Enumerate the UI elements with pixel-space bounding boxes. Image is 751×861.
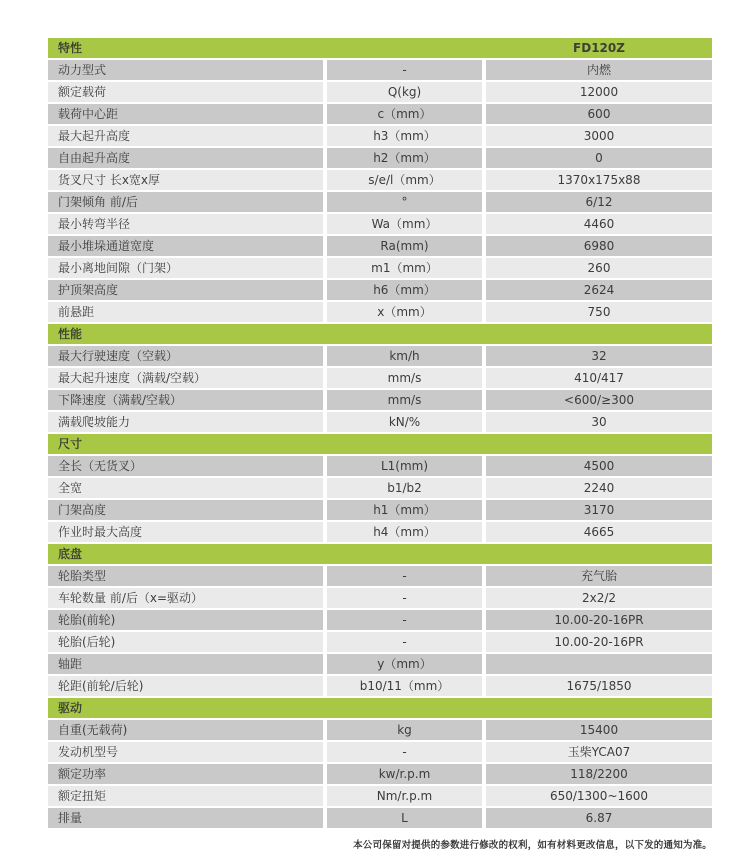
spec-row-chassis-5	[48, 676, 712, 696]
spec-label: 前悬距	[48, 302, 323, 322]
spec-row-main-9	[48, 258, 712, 278]
spec-label: 额定功率	[48, 764, 323, 784]
spec-value: 4500	[486, 456, 712, 476]
spec-value: 0	[486, 148, 712, 168]
spec-label: 发动机型号	[48, 742, 323, 762]
spec-row-drive-1	[48, 742, 712, 762]
spec-label: 最大起升高度	[48, 126, 323, 146]
spec-row-main-4	[48, 148, 712, 168]
spec-label: 最小离地间隙（门架）	[48, 258, 323, 278]
spec-row-drive-3	[48, 786, 712, 806]
spec-value: 内燃	[486, 60, 712, 80]
spec-label: 作业时最大高度	[48, 522, 323, 542]
header-feature-label: 特性	[58, 41, 83, 55]
spec-label: 全宽	[48, 478, 323, 498]
spec-table	[48, 38, 712, 828]
spec-value: 260	[486, 258, 712, 278]
spec-value: 6.87	[486, 808, 712, 828]
section-header-dimensions	[48, 434, 712, 454]
section-title-chassis: 底盘	[58, 547, 83, 561]
spec-row-performance-3	[48, 412, 712, 432]
spec-unit: -	[327, 588, 482, 608]
spec-row-drive-0	[48, 720, 712, 740]
spec-value: 2x2/2	[486, 588, 712, 608]
spec-row-dimensions-0	[48, 456, 712, 476]
spec-row-main-10	[48, 280, 712, 300]
section-header-chassis	[48, 544, 712, 564]
spec-unit: b10/11（mm）	[327, 676, 482, 696]
spec-value: 12000	[486, 82, 712, 102]
spec-unit: -	[327, 632, 482, 652]
spec-value: 充气胎	[486, 566, 712, 586]
spec-label: 自重(无载荷)	[48, 720, 323, 740]
spec-value: 600	[486, 104, 712, 124]
spec-unit: h2（mm）	[327, 148, 482, 168]
spec-value: 15400	[486, 720, 712, 740]
spec-unit: -	[327, 566, 482, 586]
spec-value: 3170	[486, 500, 712, 520]
spec-row-chassis-4	[48, 654, 712, 674]
spec-value: 4460	[486, 214, 712, 234]
spec-unit: L1(mm)	[327, 456, 482, 476]
spec-unit: -	[327, 742, 482, 762]
section-title-performance: 性能	[58, 327, 83, 341]
spec-unit: kw/r.p.m	[327, 764, 482, 784]
spec-value: 3000	[486, 126, 712, 146]
spec-label: 货叉尺寸 长x宽x厚	[48, 170, 323, 190]
spec-value: 32	[486, 346, 712, 366]
spec-unit: h4（mm）	[327, 522, 482, 542]
spec-unit: h1（mm）	[327, 500, 482, 520]
spec-row-chassis-0	[48, 566, 712, 586]
spec-unit: c（mm）	[327, 104, 482, 124]
spec-unit: Nm/r.p.m	[327, 786, 482, 806]
spec-label: 全长（无货叉）	[48, 456, 323, 476]
spec-label: 最小转弯半径	[48, 214, 323, 234]
header-unit-spacer	[327, 38, 482, 58]
spec-row-main-11	[48, 302, 712, 322]
spec-row-dimensions-3	[48, 522, 712, 542]
spec-row-drive-4	[48, 808, 712, 828]
spec-value: 10.00-20-16PR	[486, 610, 712, 630]
spec-unit: h6（mm）	[327, 280, 482, 300]
spec-row-chassis-2	[48, 610, 712, 630]
spec-value: 4665	[486, 522, 712, 542]
spec-label: 载荷中心距	[48, 104, 323, 124]
spec-row-performance-1	[48, 368, 712, 388]
spec-label: 最大起升速度（满载/空载）	[48, 368, 323, 388]
spec-value: 2240	[486, 478, 712, 498]
spec-row-performance-0	[48, 346, 712, 366]
spec-value	[486, 654, 712, 674]
spec-value: 2624	[486, 280, 712, 300]
spec-label: 排量	[48, 808, 323, 828]
spec-row-main-2	[48, 104, 712, 124]
spec-label: 最小堆垛通道宽度	[48, 236, 323, 256]
section-title-dimensions: 尺寸	[58, 437, 83, 451]
spec-label: 门架倾角 前/后	[48, 192, 323, 212]
spec-value: 650/1300~1600	[486, 786, 712, 806]
spec-row-dimensions-2	[48, 500, 712, 520]
spec-label: 满载爬坡能力	[48, 412, 323, 432]
spec-value: 10.00-20-16PR	[486, 632, 712, 652]
table-body	[48, 60, 712, 828]
spec-label: 轮胎(后轮)	[48, 632, 323, 652]
spec-unit: -	[327, 610, 482, 630]
section-title-drive: 驱动	[58, 701, 83, 715]
spec-label: 额定载荷	[48, 82, 323, 102]
spec-unit: b1/b2	[327, 478, 482, 498]
spec-row-main-5	[48, 170, 712, 190]
spec-label: 动力型式	[48, 60, 323, 80]
spec-row-performance-2	[48, 390, 712, 410]
spec-row-main-1	[48, 82, 712, 102]
spec-row-chassis-3	[48, 632, 712, 652]
table-header-row	[48, 38, 712, 58]
spec-row-drive-2	[48, 764, 712, 784]
spec-row-main-3	[48, 126, 712, 146]
spec-label: 最大行驶速度（空载）	[48, 346, 323, 366]
spec-unit: m1（mm）	[327, 258, 482, 278]
spec-row-main-6	[48, 192, 712, 212]
spec-unit: mm/s	[327, 390, 482, 410]
spec-value: 玉柴YCA07	[486, 742, 712, 762]
header-model-label: FD120Z	[573, 41, 625, 55]
section-header-performance	[48, 324, 712, 344]
spec-value: 30	[486, 412, 712, 432]
spec-unit: x（mm）	[327, 302, 482, 322]
spec-label: 门架高度	[48, 500, 323, 520]
spec-label: 轮胎(前轮)	[48, 610, 323, 630]
spec-label: 下降速度（满载/空载）	[48, 390, 323, 410]
spec-value: <600/≥300	[486, 390, 712, 410]
spec-label: 车轮数量 前/后（x=驱动）	[48, 588, 323, 608]
spec-row-dimensions-1	[48, 478, 712, 498]
spec-value: 118/2200	[486, 764, 712, 784]
spec-label: 自由起升高度	[48, 148, 323, 168]
spec-unit: y（mm）	[327, 654, 482, 674]
spec-value: 6/12	[486, 192, 712, 212]
spec-label: 护顶架高度	[48, 280, 323, 300]
spec-unit: L	[327, 808, 482, 828]
spec-unit: mm/s	[327, 368, 482, 388]
spec-label: 轮胎类型	[48, 566, 323, 586]
spec-unit: km/h	[327, 346, 482, 366]
spec-unit: Ra(mm)	[327, 236, 482, 256]
spec-unit: Wa（mm）	[327, 214, 482, 234]
spec-label: 轮距(前轮/后轮)	[48, 676, 323, 696]
spec-unit: s/e/l（mm）	[327, 170, 482, 190]
spec-value: 750	[486, 302, 712, 322]
spec-value: 1370x175x88	[486, 170, 712, 190]
spec-row-main-8	[48, 236, 712, 256]
spec-label: 额定扭矩	[48, 786, 323, 806]
spec-row-main-0	[48, 60, 712, 80]
spec-unit: Q(kg)	[327, 82, 482, 102]
spec-unit: °	[327, 192, 482, 212]
spec-unit: kN/%	[327, 412, 482, 432]
spec-label: 轴距	[48, 654, 323, 674]
spec-value: 1675/1850	[486, 676, 712, 696]
spec-unit: -	[327, 60, 482, 80]
spec-row-chassis-1	[48, 588, 712, 608]
spec-unit: h3（mm）	[327, 126, 482, 146]
spec-value: 410/417	[486, 368, 712, 388]
spec-unit: kg	[327, 720, 482, 740]
disclaimer-text: 本公司保留对提供的参数进行修改的权利，如有材料更改信息，以下发的通知为准。	[353, 840, 712, 851]
section-header-drive	[48, 698, 712, 718]
spec-sheet	[48, 38, 712, 851]
spec-value: 6980	[486, 236, 712, 256]
spec-row-main-7	[48, 214, 712, 234]
